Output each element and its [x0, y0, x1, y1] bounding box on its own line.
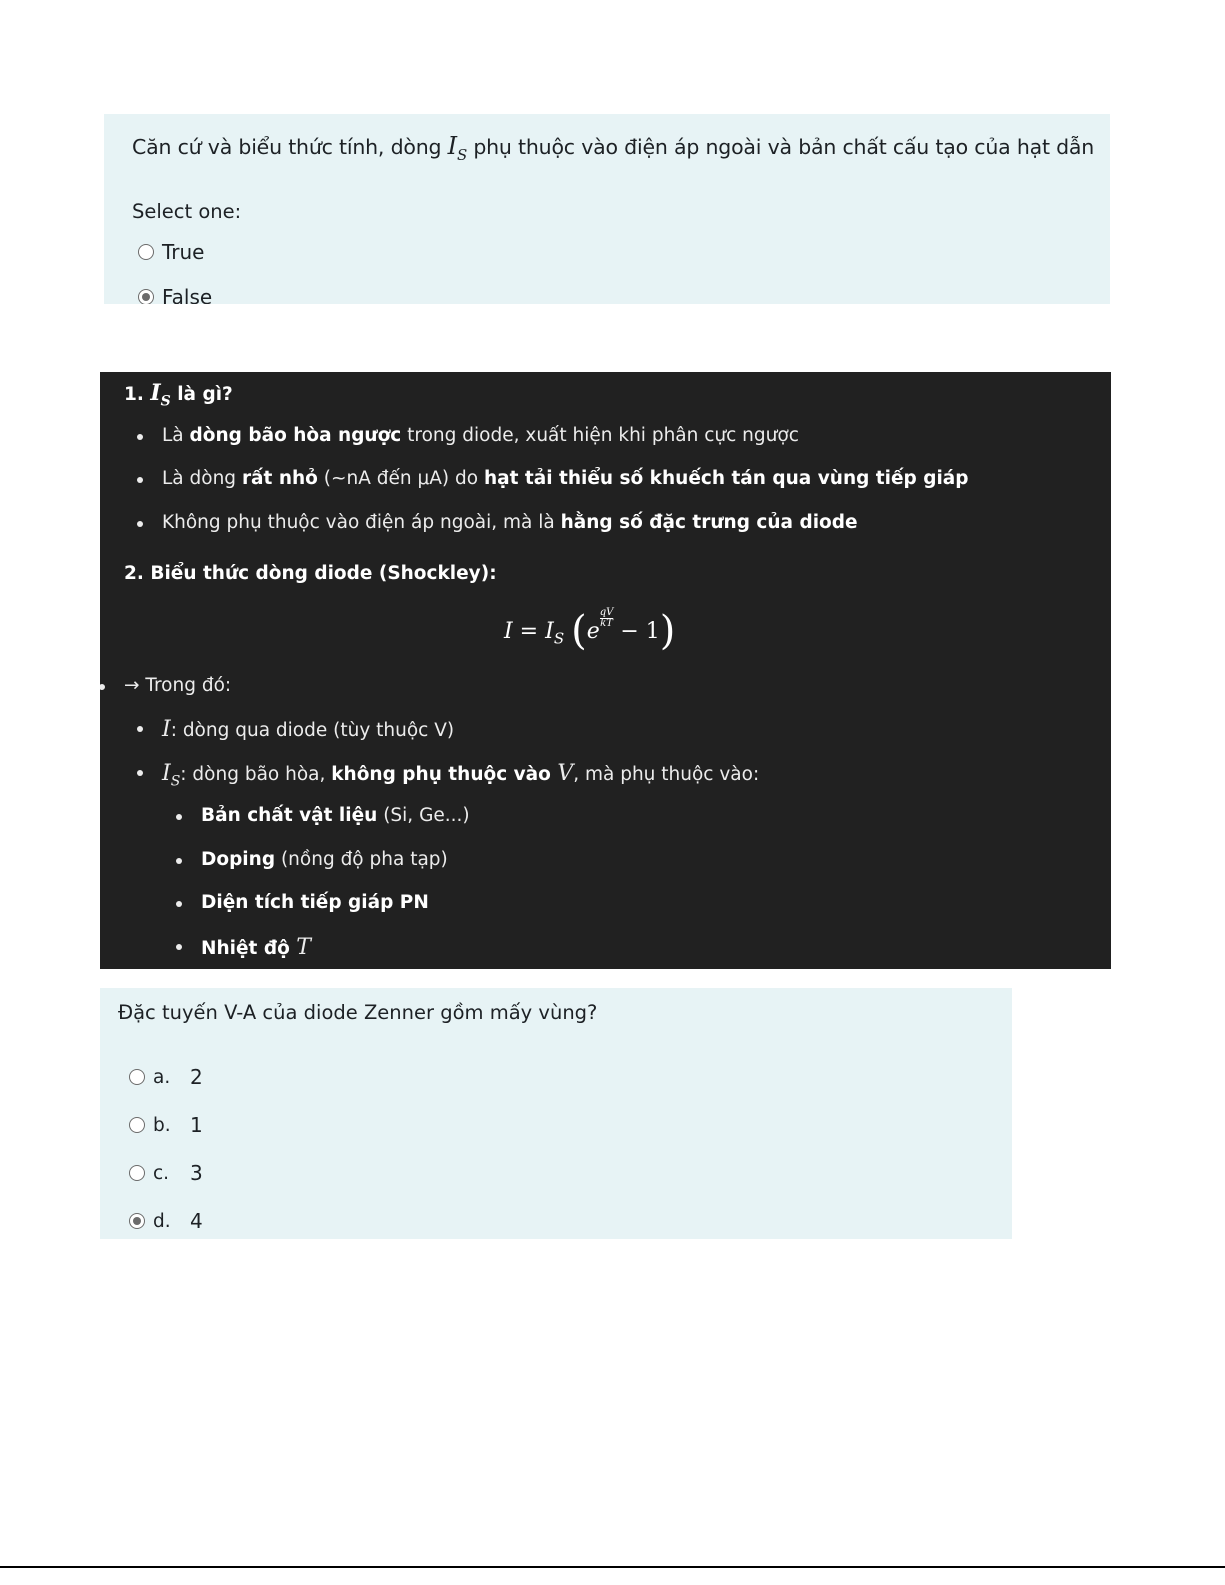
question-2-text: Đặc tuyến V-A của diode Zenner gồm mấy vùng?	[118, 1001, 598, 1024]
sub-bullet-doping-bold: Doping	[201, 849, 276, 870]
heading1-sym: I	[150, 380, 161, 406]
where-text: → Trong đó:	[124, 675, 232, 696]
sub-bullet-temperature-bold: Nhiệt độ	[201, 938, 297, 959]
bullet-3-text-1: Không phụ thuộc vào điện áp ngoài, mà là	[162, 512, 561, 533]
sub-bullet-temperature-symbol: T	[296, 935, 311, 960]
heading1-prefix: 1.	[124, 384, 151, 405]
radio-a[interactable]	[129, 1069, 145, 1085]
bullet-1-text-2: trong diode, xuất hiện khi phân cực ngược	[401, 425, 799, 446]
is-symbol	[447, 132, 468, 164]
radio-b[interactable]	[129, 1117, 145, 1133]
bullet-is-text-1: : dòng bão hòa,	[180, 764, 332, 785]
option-c[interactable]	[129, 1161, 203, 1185]
sub-bullet-temperature	[201, 935, 311, 960]
question-1-card	[104, 114, 1110, 304]
radio-false[interactable]	[138, 289, 154, 304]
bullet-i	[162, 717, 454, 742]
heading1-symbol	[150, 380, 171, 410]
radio-c[interactable]	[129, 1165, 145, 1181]
formula-exponent-den: kT	[600, 618, 613, 629]
bullet-1	[162, 425, 799, 446]
heading-what-is-is	[124, 380, 233, 409]
bullet-2-bold-2: hạt tải thiểu số khuếch tán qua vùng tiếp giáp	[483, 468, 969, 489]
formula-exp-base: e	[586, 619, 600, 644]
heading-shockley: 2. Biểu thức dòng diode (Shockley):	[124, 563, 497, 584]
formula-sub: S	[553, 629, 565, 648]
bullet-is-sub: S	[170, 773, 181, 790]
question-1-text-after: phụ thuộc vào điện áp ngoài và bản chất cấu tạo của hạt dẫn	[467, 135, 1095, 159]
sub-bullet-area-bold: Diện tích tiếp giáp PN	[201, 892, 429, 913]
bullet-i-symbol: I	[162, 717, 171, 742]
sub-bullet-material-bold: Bản chất vật liệu	[201, 805, 378, 826]
is-symbol-base: I	[447, 132, 457, 160]
explanation-panel	[100, 372, 1111, 969]
option-c-value: 3	[190, 1161, 203, 1185]
select-one-label: Select one:	[132, 200, 242, 223]
shockley-formula	[504, 608, 675, 654]
option-d-letter: d.	[153, 1210, 171, 1232]
bullet-is-text-2: , mà phụ thuộc vào:	[573, 764, 760, 785]
page-bottom-border	[0, 1566, 1225, 1568]
question-1-text-before: Căn cứ và biểu thức tính, dòng	[132, 135, 448, 159]
radio-true[interactable]	[138, 244, 154, 260]
is-symbol-sub: S	[456, 145, 468, 164]
bullet-is-bold: không phụ thuộc vào	[331, 764, 558, 785]
sub-bullet-doping-text: (nồng độ pha tạp)	[275, 849, 448, 870]
formula-lhs: I = I	[504, 619, 554, 644]
bullet-3	[162, 512, 858, 533]
bullet-is-symbol	[162, 761, 181, 790]
option-a-letter: a.	[153, 1066, 171, 1088]
option-true[interactable]	[138, 240, 204, 264]
bullet-2-bold-1: rất nhỏ	[241, 468, 318, 489]
bullet-is	[162, 761, 759, 789]
sub-bullet-area	[201, 892, 429, 913]
option-c-letter: c.	[153, 1162, 170, 1184]
formula-exponent	[600, 608, 614, 629]
question-1-text	[132, 132, 1094, 164]
formula-close-paren: )	[659, 608, 676, 654]
bullet-1-bold-1: dòng bão hòa ngược	[189, 425, 402, 446]
option-d[interactable]	[129, 1209, 203, 1233]
option-b-value: 1	[190, 1113, 203, 1137]
where-label	[124, 675, 231, 696]
bullet-1-text-1: Là	[162, 425, 190, 446]
question-2-card	[100, 988, 1012, 1239]
sub-bullet-material	[201, 805, 470, 826]
bullet-2-text-1: Là dòng	[162, 468, 242, 489]
option-b-letter: b.	[153, 1114, 171, 1136]
option-a-value: 2	[190, 1065, 203, 1089]
bullet-3-bold-1: hằng số đặc trưng của diode	[560, 512, 858, 533]
option-b[interactable]	[129, 1113, 203, 1137]
radio-d[interactable]	[129, 1213, 145, 1229]
sub-bullet-material-text: (Si, Ge...)	[377, 805, 470, 826]
option-false[interactable]	[138, 285, 212, 304]
formula-open-paren: (	[571, 608, 587, 654]
bullet-is-v-symbol: V	[557, 761, 574, 786]
formula-exponent-num: qV	[599, 607, 614, 618]
bullet-i-text: : dòng qua diode (tùy thuộc V)	[170, 720, 455, 741]
option-d-value: 4	[190, 1209, 203, 1233]
sub-bullet-doping	[201, 849, 448, 870]
option-true-label: True	[162, 240, 205, 264]
heading1-sub: S	[160, 393, 171, 410]
bullet-is-sym: I	[162, 761, 171, 786]
formula-tail: − 1	[613, 619, 660, 644]
option-false-label: False	[162, 285, 213, 304]
option-a[interactable]	[129, 1065, 203, 1089]
heading1-suffix: là gì?	[170, 384, 233, 405]
bullet-2	[162, 468, 969, 489]
bullet-2-text-2: (~nA đến μA) do	[317, 468, 484, 489]
